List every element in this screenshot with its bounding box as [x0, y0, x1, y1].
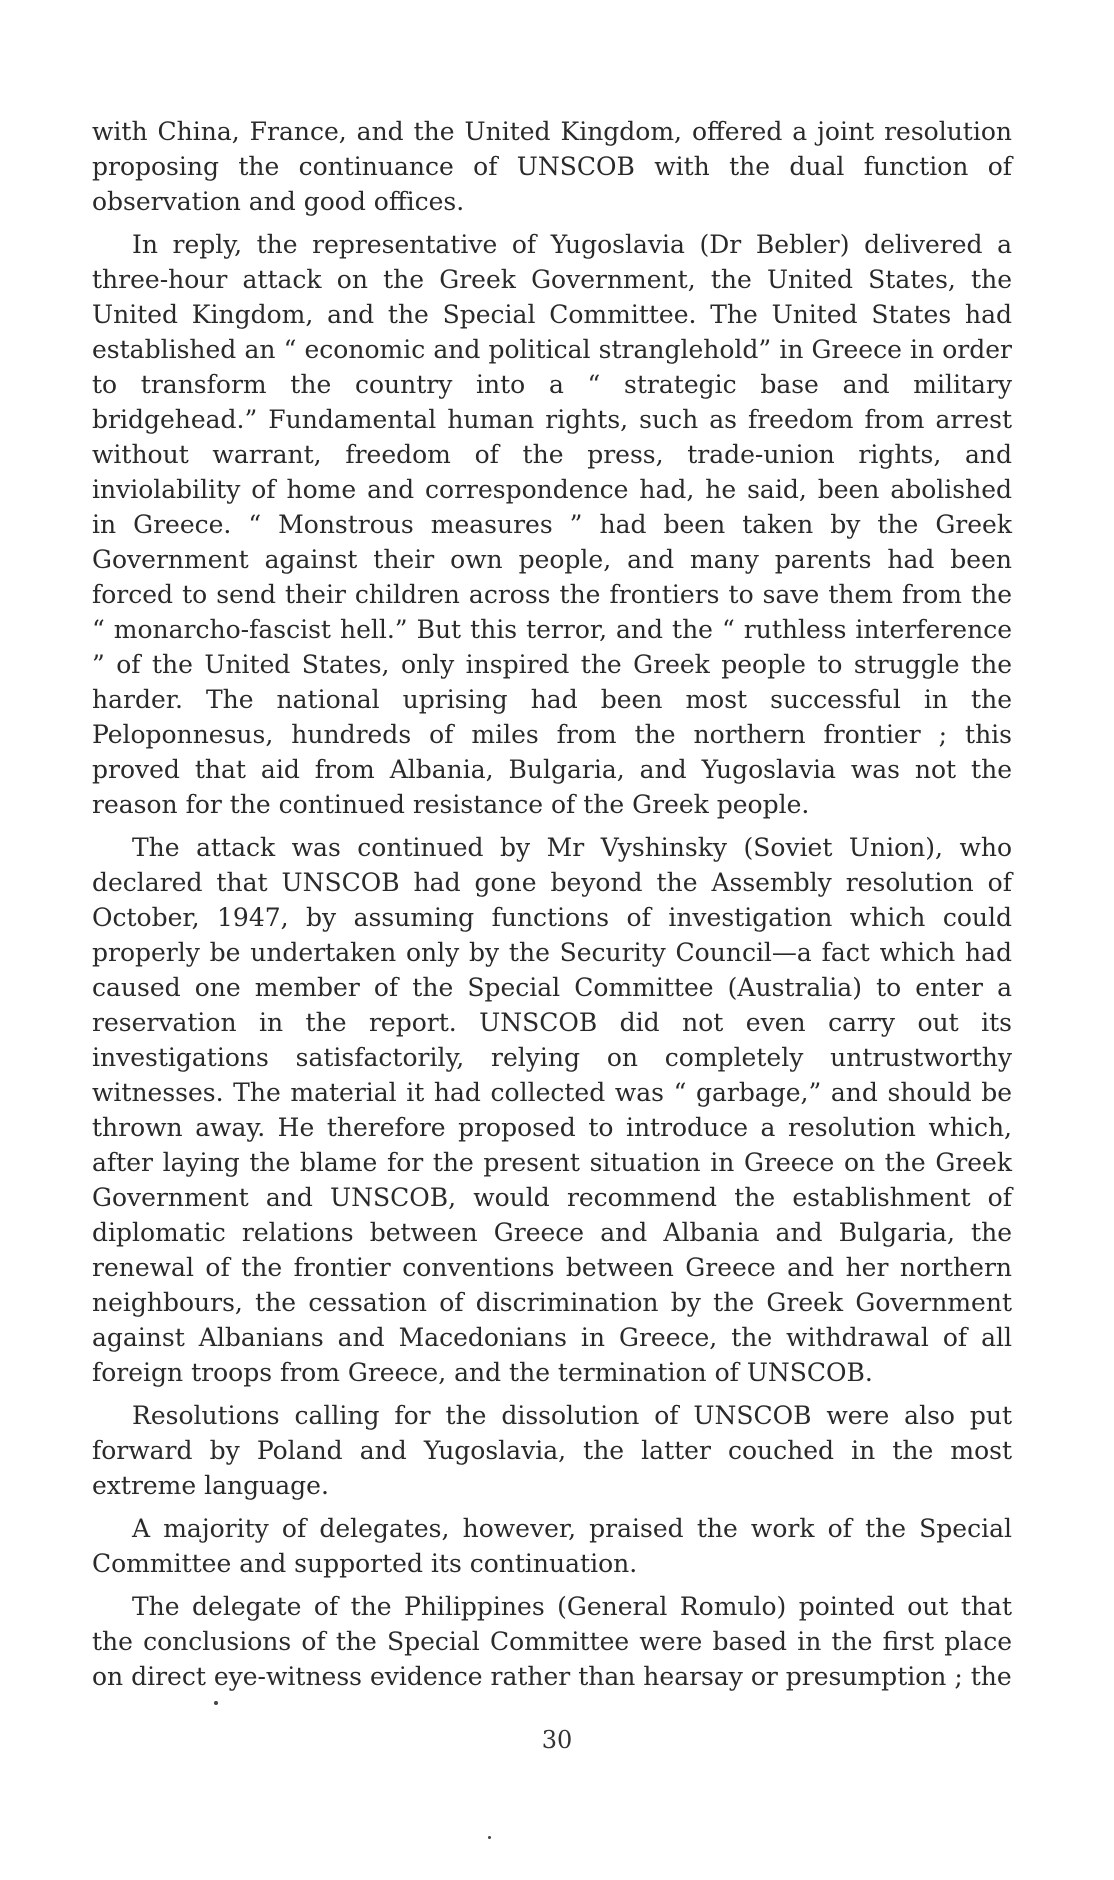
page-number: 30 [541, 1726, 573, 1754]
paragraph-3: The attack was continued by Mr Vyshinsky (Soviet Union), who declared that UNSCOB had gone beyond the Assembly resolution of October, 1947, by assuming functions of investigation which could properly be undertaken only by the Security Council—a fact which had caused one member of the Special Committee (Australia) to enter a reservation in the report. UNSCOB did not even carry out its investigations satisfactorily, relying on completely untrustworthy witnesses. The material it had collected was “ garbage,” and should be thrown away. He therefore proposed to introduce a resolution which, after laying the blame for the present situation in Greece on the Greek Government and UNSCOB, would recommend the establishment of diplomatic relations between Greece and Albania and Bulgaria, the renewal of the frontier conventions between Greece and her northern neighbours, the cessation of discrimination by the Greek Government against Albanians and Macedonians in Greece, the withdrawal of all foreign troops from Greece, and the termination of UNSCOB. [92, 833, 1012, 1387]
paragraph-1: with China, France, and the United Kingdom, offered a joint resolution proposing the continuance of UNSCOB with the dual function of observation and good offices. [92, 117, 1012, 216]
ink-speck [488, 1836, 491, 1839]
paragraph-2: In reply, the representative of Yugoslavia (Dr Bebler) delivered a three-hour attack on the Greek Government, the United States, the United Kingdom, and the Special Committee. The United States had established an “ economic and political stranglehold” in Greece in order to transform the country into a “ strategic base and military bridgehead.” Fundamental human rights, such as freedom from arrest without warrant, freedom of the press, trade-union rights, and inviolability of home and correspondence had, he said, been abolished in Greece. “ Monstrous measures ” had been taken by the Greek Government against their own people, and many parents had been forced to send their children across the frontiers to save them from the “ monarcho-fascist hell.” But this terror, and the “ ruthless interference ” of the United States, only inspired the Greek people to struggle the harder. The national uprising had been most successful in the Peloponnesus, hundreds of miles from the northern frontier ; this proved that aid from Albania, Bulgaria, and Yugoslavia was not the reason for the continued resistance of the Greek people. [92, 230, 1012, 819]
paragraph-5: A majority of delegates, however, praised the work of the Special Committee and supported its continuation. [92, 1514, 1012, 1578]
paragraph-6: The delegate of the Philippines (General Romulo) pointed out that the conclusions of the Special Committee were based in the first place on direct eye-witness evidence rather than hearsay or presumption ; the [92, 1592, 1012, 1691]
ink-speck [214, 1701, 218, 1705]
paragraph-4: Resolutions calling for the dissolution of UNSCOB were also put forward by Poland and Yugoslavia, the latter couched in the most extreme language. [92, 1401, 1012, 1500]
page-body [92, 114, 1012, 1702]
